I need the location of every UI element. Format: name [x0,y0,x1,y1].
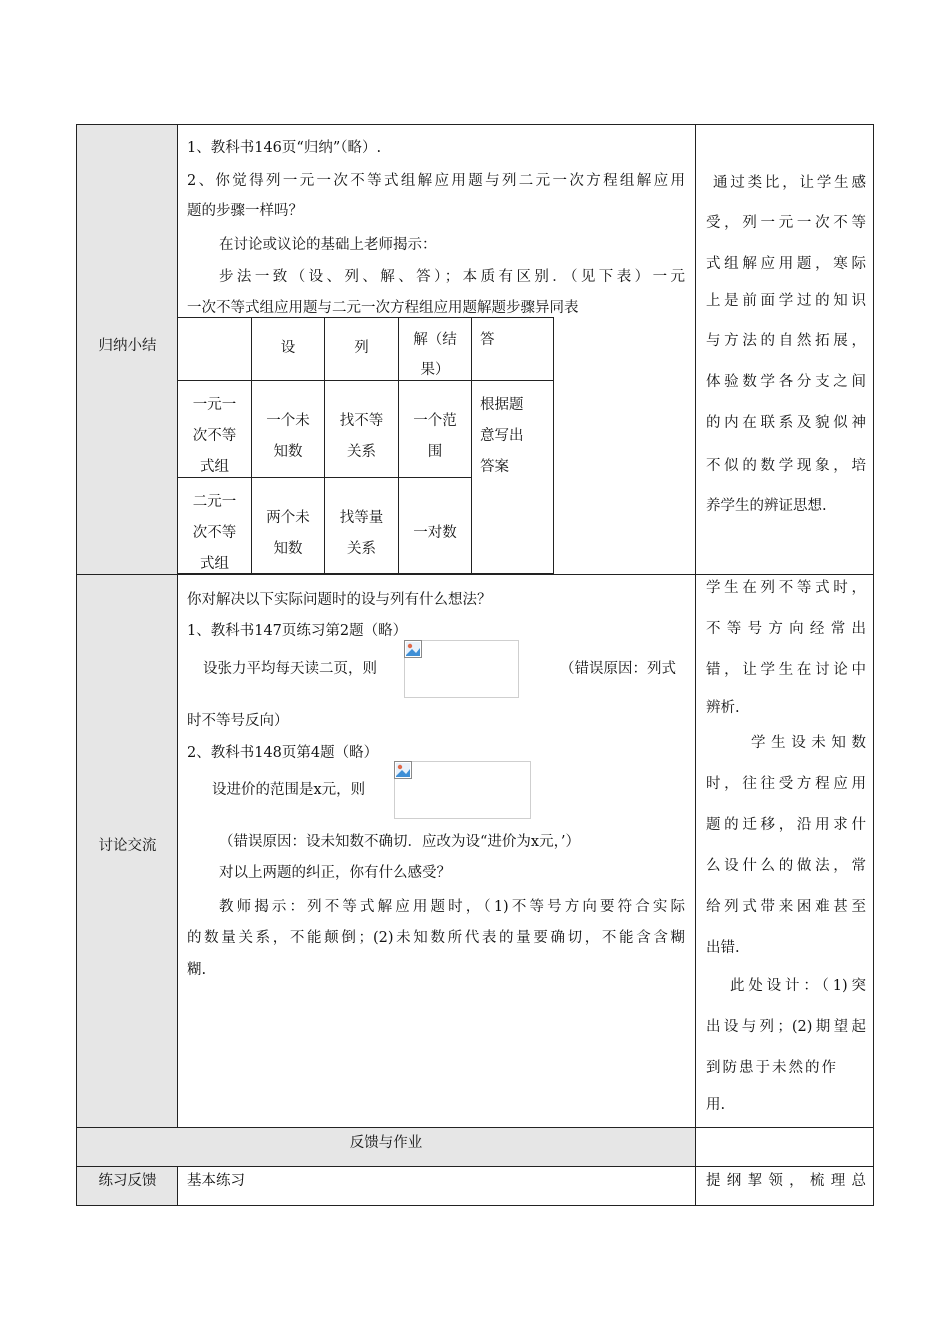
table-col-divider [177,124,178,1128]
paragraph-line: 2、教科书148页第4题（略） [187,745,379,761]
paragraph-line: 1、教科书146页“归纳”（略）. [187,140,382,156]
teaching-note-line: 受，列一元一次不等 [706,215,866,231]
paragraph-line: 设进价的范围是x元，则 [212,782,366,798]
teaching-note-line: 养学生的辨证思想. [706,498,827,514]
formula-image-placeholder [404,640,519,698]
teaching-note-line: 辨析. [706,700,740,716]
teaching-note-line: 式组解应用题，寒际 [706,256,866,272]
teaching-note-line: 上是前面学过的知识 [706,293,866,309]
teaching-note-line: 的内在联系及貌似神 [706,415,866,431]
paragraph-line: 题的步骤一样吗？ [187,203,303,219]
paragraph-line: 步法一致（设、列、解、答）；本质有区别．（见下表）一元 [219,269,685,285]
table-header-solve: 解（结 果） [413,332,457,378]
broken-image-icon [394,761,412,779]
formula-image-placeholder [394,761,531,819]
table-border-top [76,124,874,125]
table-cell: 一个范 围 [413,413,457,460]
teaching-note-line: 题的迁移，沿用求什 [706,817,866,833]
teaching-note-line: 出错. [706,940,740,956]
teaching-note-line: 与方法的自然拓展， [706,333,866,349]
teaching-note-line: 错，让学生在讨论中 [706,662,866,678]
paragraph-line: 1、教科书147页练习第2题（略） [187,623,408,639]
paragraph-line: 的数量关系，不能颠倒；(2)未知数所代表的量要确切，不能含含糊 [187,930,685,946]
section-label: 讨论交流 [98,838,157,854]
paragraph-line: （错误原因：列式 [560,661,676,677]
teaching-note-line: 不似的数学现象，培 [706,458,866,474]
table-border-bottom [76,1205,874,1206]
table-header-set: 设 [280,340,296,356]
table-row-label: 一元一 次不等 式组 [192,397,237,475]
teaching-note-line: 时，往往受方程应用 [706,776,866,792]
teaching-note-line: 提纲挈领，梳理总 [706,1173,866,1189]
table-cell: 两个未 知数 [266,510,310,557]
table-row-label: 二元一 次不等 式组 [192,494,237,572]
paragraph-line: 你对解决以下实际问题时的设与列有什么想法？ [187,592,492,608]
paragraph-line: 一次不等式组应用题与二元一次方程组应用题解题步骤异同表 [187,300,579,316]
table-header-equation: 列 [354,340,369,356]
teaching-note-line: 到防患于未然的作 [706,1060,836,1076]
paragraph-line: 时不等号反向） [187,713,289,729]
teaching-note-line: 学生在列不等式时， [706,580,866,596]
paragraph-line: 糊. [187,962,207,978]
teaching-note-line: 么设什么的做法，常 [706,858,866,874]
teaching-note-line: 给列式带来困难甚至 [706,899,866,915]
table-border-left [76,124,77,1206]
paragraph-line: 对以上两题的纠正，你有什么感受？ [219,865,451,881]
paragraph-line: 设张力平均每天读二页，则 [203,661,377,677]
paragraph-line: （错误原因：设未知数不确切．应改为设“进价为x元，’） [219,834,580,850]
paragraph-line: 在讨论或议论的基础上老师揭示： [219,237,437,253]
paragraph-line: 教师揭示：列不等式解应用题时，（1)不等号方向要符合实际 [219,899,685,915]
table-header-answer: 答 [480,332,495,348]
section-label: 归纳小结 [98,338,157,354]
section-label: 练习反馈 [98,1173,157,1189]
section-header-feedback: 反馈与作业 [349,1135,423,1151]
teaching-note-line: 学生设未知数 [751,735,866,751]
table-cell: 一个未 知数 [266,413,310,460]
table-border-right [873,124,874,1206]
table-cell: 一对数 [413,525,457,541]
teaching-note-line: 通过类比，让学生感 [713,175,866,191]
table-row-divider [76,1127,874,1128]
exercise-label: 基本练习 [187,1173,245,1189]
table-cell-merged-answer: 根据题 意写出 答案 [480,397,524,475]
table-row-divider [76,1166,874,1167]
table-cell: 找等量 关系 [339,510,384,557]
broken-image-icon [404,640,422,658]
teaching-note-line: 体验数学各分支之间 [706,374,866,390]
table-col-divider [695,124,696,1206]
teaching-note-line: 用. [706,1097,726,1113]
teaching-note-line: 此处设计：（1)突 [730,978,866,994]
table-cell: 找不等 关系 [339,413,384,460]
teaching-note-line: 出设与列；(2)期望起 [706,1019,866,1035]
teaching-note-line: 不等号方向经常出 [706,621,866,637]
paragraph-line: 2、你觉得列一元一次不等式组解应用题与列二元一次方程组解应用 [187,173,685,189]
